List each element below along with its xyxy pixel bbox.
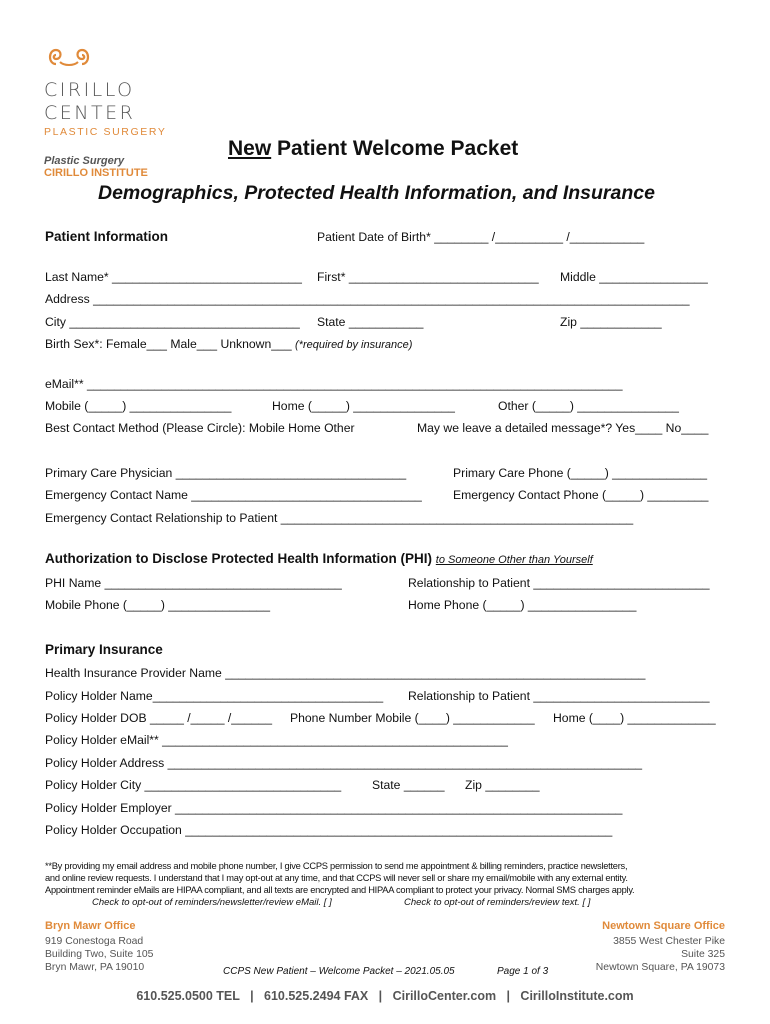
birth-sex-label: Birth Sex*: Female___ Male___ Unknown___ xyxy=(45,337,292,351)
patient-info-heading: Patient Information xyxy=(45,229,169,244)
emergency-phone-field[interactable]: Emergency Contact Phone (_____) _________ xyxy=(453,488,709,502)
title-new-word: New xyxy=(228,137,272,160)
phi-heading-note: to Someone Other than Yourself xyxy=(435,554,593,566)
policy-holder-dob-field[interactable]: Policy Holder DOB _____ /_____ /______ xyxy=(45,711,272,725)
contact-bar: 610.525.0500 TEL | 610.525.2494 FAX | CirilloCenter.com | CirilloInstitute.com xyxy=(136,989,634,1003)
email-field[interactable]: eMail** _______________________________________________________________________________ xyxy=(45,377,623,391)
insurance-heading: Primary Insurance xyxy=(45,642,163,657)
title-rest: Patient Welcome Packet xyxy=(271,137,519,160)
home-phone-field[interactable]: Home (_____) _______________ xyxy=(272,399,455,413)
page-title xyxy=(228,137,518,161)
city-field[interactable]: City __________________________________ xyxy=(45,315,300,329)
logo-name-line1: CIRILLO xyxy=(44,79,135,101)
newtown-line1: 3855 West Chester Pike xyxy=(613,936,725,947)
state-field[interactable]: State ___________ xyxy=(317,315,424,329)
pcp-field[interactable]: Primary Care Physician __________________________________ xyxy=(45,466,407,480)
phi-heading-text: Authorization to Disclose Protected Health Information (PHI) xyxy=(45,551,433,566)
policy-holder-email-field[interactable]: Policy Holder eMail** ___________________________________________________ xyxy=(45,733,508,747)
bryn-mawr-office-title: Bryn Mawr Office xyxy=(45,920,136,932)
birth-sex-note: (*required by insurance) xyxy=(295,339,413,351)
zip-field[interactable]: Zip ____________ xyxy=(560,315,662,329)
disclaimer-line3: Appointment reminder eMails are HIPAA compliant, and all texts are encrypted and HIPAA compliant to protect your privacy. Normal SMS charges apply. xyxy=(45,885,635,895)
newtown-line3: Newtown Square, PA 19073 xyxy=(595,962,725,973)
insurance-provider-field[interactable]: Health Insurance Provider Name ______________________________________________________________ xyxy=(45,666,646,680)
last-name-field[interactable]: Last Name* ____________________________ xyxy=(45,270,302,284)
optout-text-checkbox[interactable]: Check to opt-out of reminders/review text. [ ] xyxy=(404,897,591,908)
policy-holder-city-field[interactable]: Policy Holder City _____________________________ xyxy=(45,778,342,792)
phi-relationship-field[interactable]: Relationship to Patient __________________________ xyxy=(408,576,710,590)
contact-method-field[interactable]: Best Contact Method (Please Circle): Mobile Home Other xyxy=(45,421,355,435)
page-subtitle: Demographics, Protected Health Information, and Insurance xyxy=(98,182,655,204)
spiral-logo-icon xyxy=(44,44,94,70)
logo-name-line2: CENTER xyxy=(44,102,136,124)
optout-email-checkbox[interactable]: Check to opt-out of reminders/newsletter/review eMail. [ ] xyxy=(92,897,332,908)
newtown-line2: Suite 325 xyxy=(681,949,725,960)
bryn-mawr-line1: 919 Conestoga Road xyxy=(45,936,144,947)
logo-sub2: CIRILLO INSTITUTE xyxy=(44,167,148,179)
bryn-mawr-line2: Building Two, Suite 105 xyxy=(45,949,154,960)
pcp-phone-field[interactable]: Primary Care Phone (_____) ______________ xyxy=(453,466,708,480)
first-name-field[interactable]: First* ____________________________ xyxy=(317,270,539,284)
phi-mobile-field[interactable]: Mobile Phone (_____) _______________ xyxy=(45,598,270,612)
dob-field[interactable]: Patient Date of Birth* ________ /__________ /___________ xyxy=(317,230,645,244)
policy-holder-mobile-field[interactable]: Phone Number Mobile (____) ____________ xyxy=(290,711,535,725)
policy-holder-relationship-field[interactable]: Relationship to Patient __________________________ xyxy=(408,689,710,703)
disclaimer-line2: and online review requests. I understand that I may opt-out at any time, and that CCPS will never sell or share my email/mobile with any external entity. xyxy=(45,873,628,883)
birth-sex-field[interactable] xyxy=(45,337,412,351)
phi-heading xyxy=(45,551,593,566)
disclaimer-line1: **By providing my email address and mobile phone number, I give CCPS permission to send me appointment & billing reminders, practice newsletters, xyxy=(45,861,628,871)
policy-holder-address-field[interactable]: Policy Holder Address ______________________________________________________________________ xyxy=(45,756,643,770)
logo-tagline: PLASTIC SURGERY xyxy=(44,126,167,138)
other-phone-field[interactable]: Other (_____) _______________ xyxy=(498,399,679,413)
phi-home-field[interactable]: Home Phone (_____) ________________ xyxy=(408,598,637,612)
policy-holder-occupation-field[interactable]: Policy Holder Occupation _______________________________________________________________ xyxy=(45,823,613,837)
detailed-message-field[interactable]: May we leave a detailed message*? Yes____ No____ xyxy=(417,421,709,435)
policy-holder-home-field[interactable]: Home (____) _____________ xyxy=(553,711,716,725)
document-id: CCPS New Patient – Welcome Packet – 2021.05.05 xyxy=(223,966,455,977)
middle-name-field[interactable]: Middle ________________ xyxy=(560,270,708,284)
logo xyxy=(44,44,94,75)
page-number: Page 1 of 3 xyxy=(497,966,549,977)
emergency-relationship-field[interactable]: Emergency Contact Relationship to Patient ____________________________________________________ xyxy=(45,511,634,525)
newtown-office-title: Newtown Square Office xyxy=(602,920,725,932)
address-field[interactable]: Address ________________________________________________________________________________________ xyxy=(45,292,690,306)
policy-holder-name-field[interactable]: Policy Holder Name__________________________________ xyxy=(45,689,384,703)
policy-holder-state-field[interactable]: State ______ xyxy=(372,778,445,792)
mobile-field[interactable]: Mobile (_____) _______________ xyxy=(45,399,232,413)
bryn-mawr-line3: Bryn Mawr, PA 19010 xyxy=(45,962,145,973)
logo-sub1: Plastic Surgery xyxy=(44,155,125,167)
policy-holder-zip-field[interactable]: Zip ________ xyxy=(465,778,540,792)
policy-holder-employer-field[interactable]: Policy Holder Employer __________________________________________________________________ xyxy=(45,801,623,815)
phi-name-field[interactable]: PHI Name ___________________________________ xyxy=(45,576,342,590)
emergency-name-field[interactable]: Emergency Contact Name __________________________________ xyxy=(45,488,422,502)
